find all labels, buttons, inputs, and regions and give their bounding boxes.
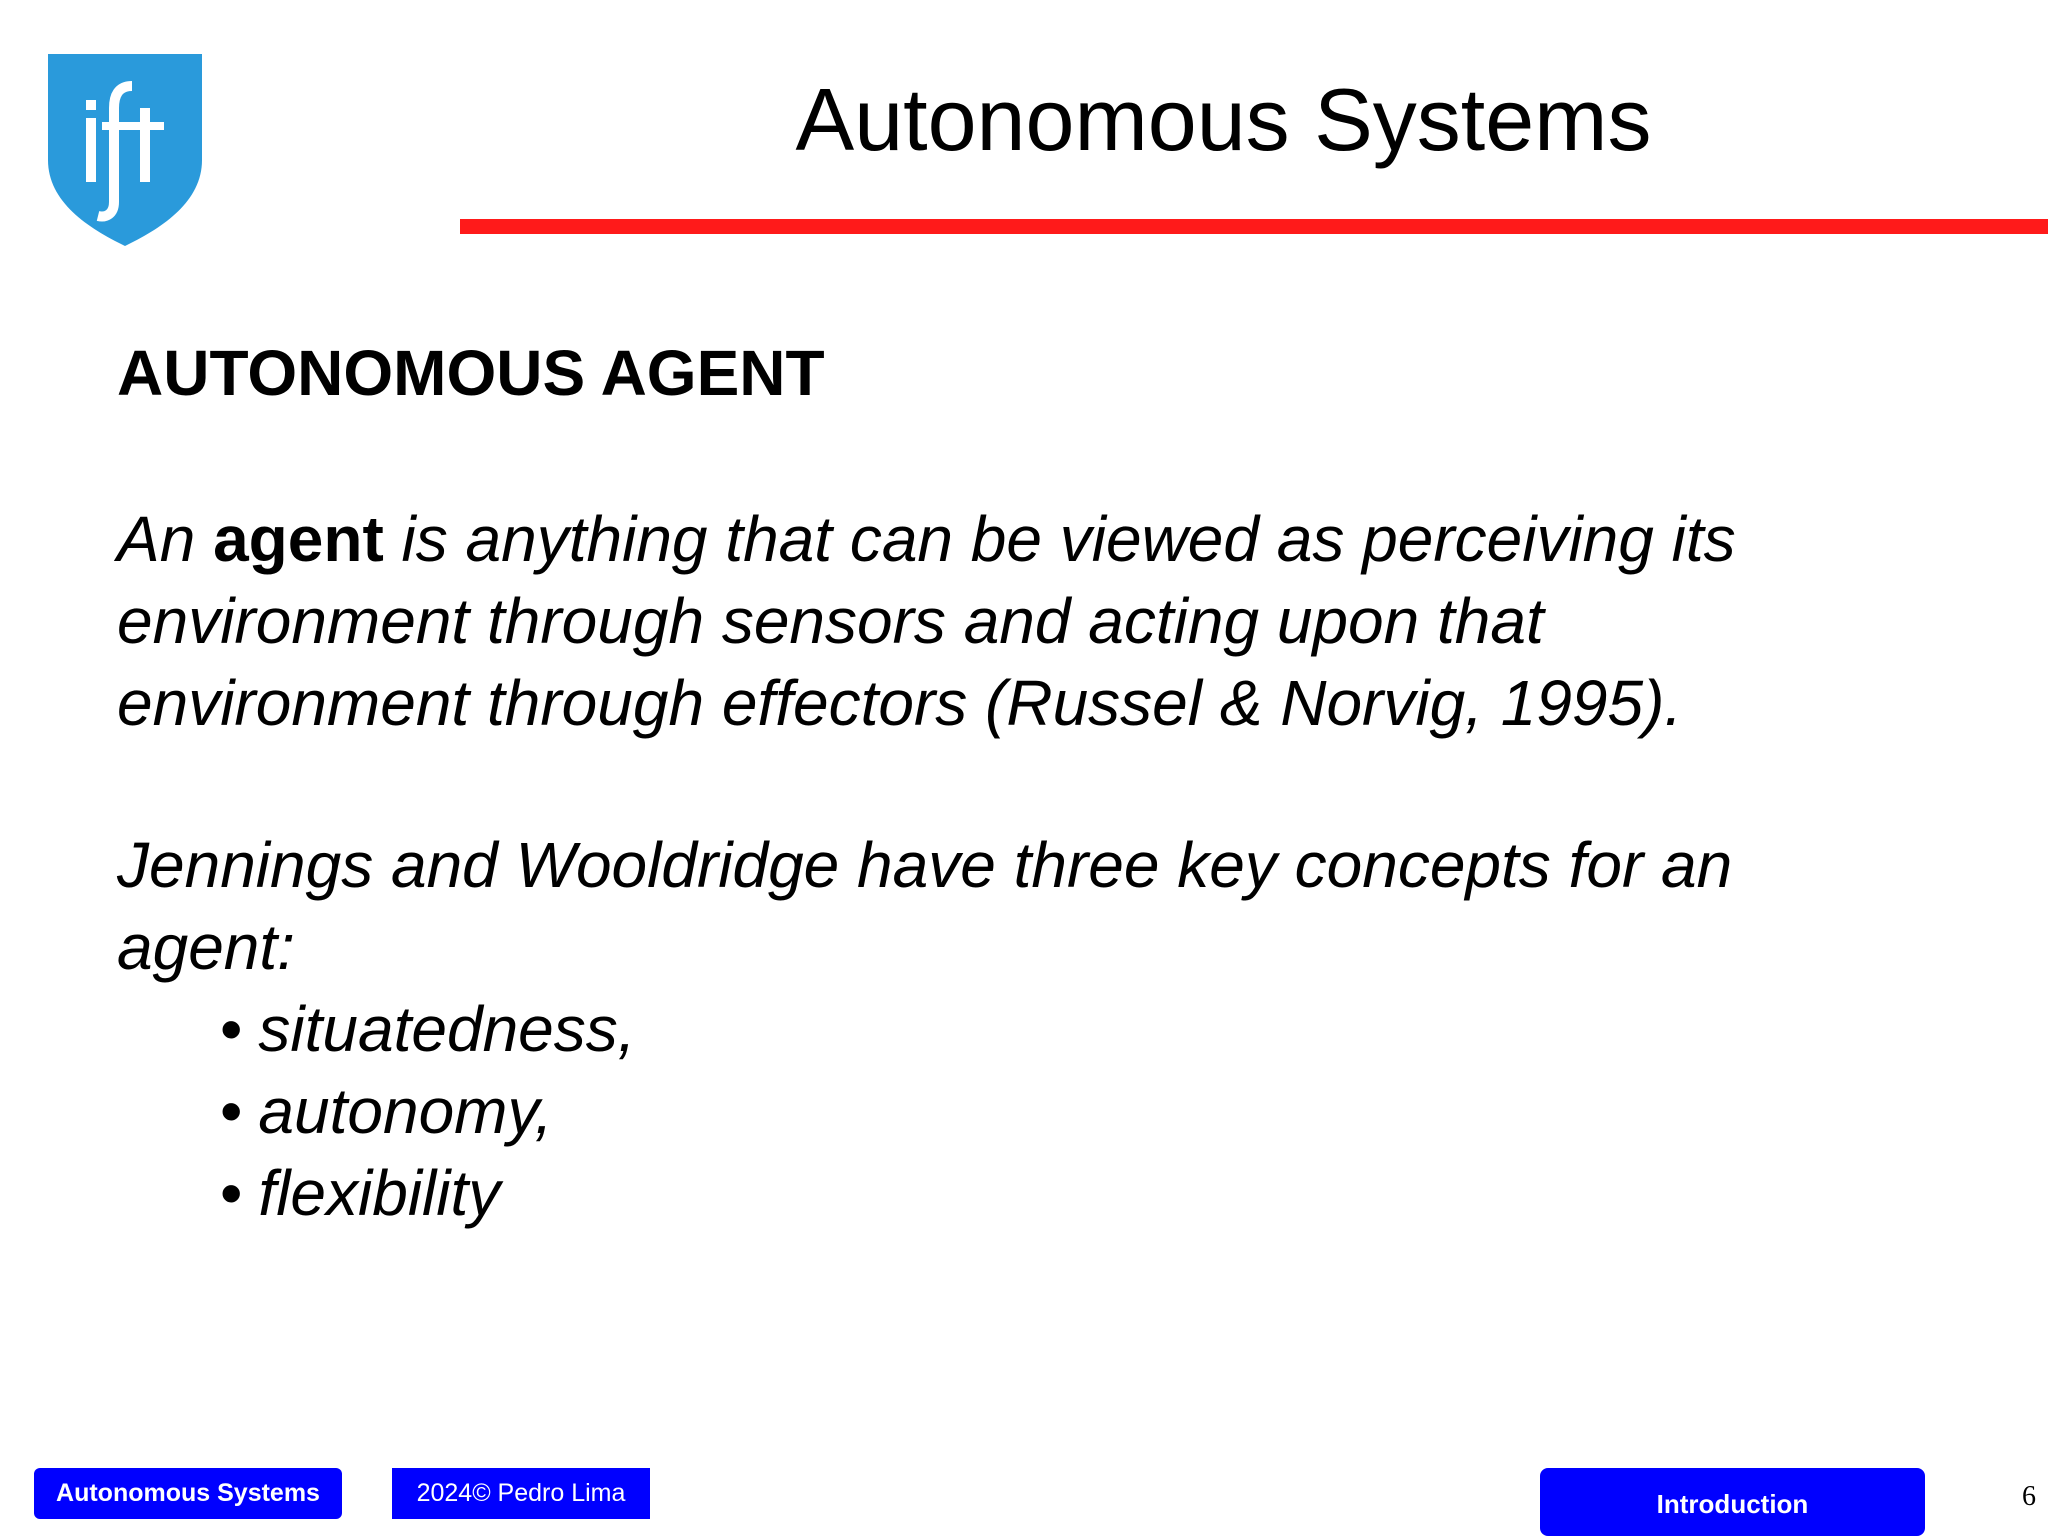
bullet-icon: • — [220, 993, 243, 1065]
definition-line-1-pre: An — [117, 503, 214, 575]
slide-title: Autonomous Systems — [795, 70, 1652, 169]
page-number: 6 — [2022, 1481, 2036, 1512]
title-divider — [460, 219, 2048, 234]
footer-copyright: 2024© Pedro Lima — [392, 1468, 650, 1519]
footer-course-label: Autonomous Systems — [34, 1468, 342, 1519]
ist-shield-logo-icon — [44, 52, 206, 248]
agent-definition — [117, 498, 1977, 744]
bullet-icon: • — [220, 1157, 243, 1229]
list-item — [220, 1152, 636, 1234]
definition-term: agent — [213, 503, 384, 575]
definition-line-2: environment through sensors and acting upon that — [117, 585, 1544, 657]
concept-flexibility: flexibility — [258, 1157, 501, 1229]
concepts-intro-line-2: agent: — [117, 911, 295, 983]
footer-section-label: Introduction — [1540, 1468, 1925, 1536]
concept-autonomy: autonomy, — [258, 1075, 553, 1147]
concepts-intro-line-1: Jennings and Wooldridge have three key concepts for an — [117, 829, 1733, 901]
list-item — [220, 988, 636, 1070]
concepts-intro — [117, 824, 1977, 988]
definition-line-1 — [117, 498, 1977, 580]
bullet-icon: • — [220, 1075, 243, 1147]
concept-situatedness: situatedness, — [258, 993, 636, 1065]
section-heading: AUTONOMOUS AGENT — [117, 337, 825, 409]
list-item — [220, 1070, 636, 1152]
concept-list — [220, 988, 636, 1234]
definition-line-3: environment through effectors (Russel & Norvig, 1995). — [117, 667, 1683, 739]
definition-line-1-post: is anything that can be viewed as perceiving its — [383, 503, 1736, 575]
